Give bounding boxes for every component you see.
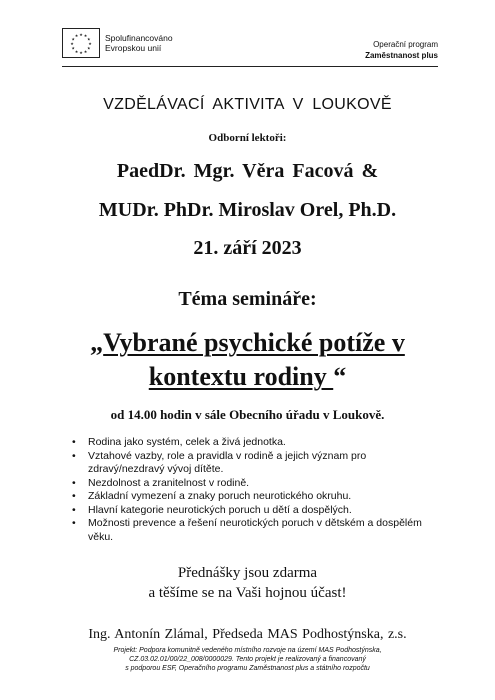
topic-line2-text: kontextu rodiny — [148, 362, 334, 391]
event-date: 21. září 2023 — [193, 237, 302, 259]
eu-caption — [105, 33, 173, 54]
footer-line1: Projekt: Podpora komunitně vedeného místního rozvoje na území MAS Podhostýnska, — [113, 647, 382, 654]
svg-text:★: ★ — [74, 33, 79, 39]
svg-text:★: ★ — [79, 32, 83, 37]
list-item: • Vztahové vazby, role a pravidla v rodině a jejich význam pro zdravý/nezdravý vývoj dítěte. — [72, 449, 367, 475]
svg-text:★: ★ — [79, 50, 83, 55]
eu-caption-line2: Evropskou unií — [105, 43, 162, 53]
eu-flag-icon — [62, 28, 100, 58]
svg-text:★: ★ — [83, 33, 88, 39]
topic-open-quote: „ — [90, 328, 104, 357]
bullet-icon: • — [72, 517, 76, 529]
footer-line3: s podporou ESF, Operačního programu Zaměstnanost plus a státního rozpočtu — [125, 665, 370, 672]
bullet-icon: • — [72, 503, 76, 516]
svg-text:★: ★ — [70, 41, 74, 46]
topic-label: Téma semináře: — [178, 288, 317, 310]
venue-time: od 14.00 hodin v sále Obecního úřadu v Loukově. — [110, 407, 385, 422]
programme-line2: Zaměstnanost plus — [365, 50, 438, 60]
lecturers-label: Odborní lektoři: — [208, 132, 287, 144]
svg-text:★: ★ — [87, 45, 91, 51]
list-item: • Rodina jako systém, celek a živá jednotka. — [72, 436, 286, 448]
lecturer-2: MUDr. PhDr. Miroslav Orel, Ph.D. — [98, 199, 397, 221]
list-item: • Základní vymezení a znaky poruch neurotického okruhu. — [72, 490, 352, 502]
eu-cofinanced-logo — [62, 28, 173, 58]
programme-line1: Operační program — [373, 40, 438, 49]
list-item: • Hlavní kategorie neurotických poruch u dětí a dospělých. — [72, 503, 352, 516]
svg-text:★: ★ — [71, 45, 75, 51]
project-footer — [80, 646, 415, 673]
topic-line1-text: Vybrané psychické potíže v — [103, 328, 405, 357]
lecturer-1: PaedDr. Mgr. Věra Facová & — [116, 160, 379, 182]
svg-text:★: ★ — [88, 41, 92, 46]
svg-text:★: ★ — [71, 36, 75, 42]
svg-text:★: ★ — [87, 36, 91, 42]
list-item: • Možnosti prevence a řešení neurotických poruch v dětském a dospělém věku. — [72, 517, 422, 543]
list-item: • Nezdolnost a zranitelnost v rodině. — [72, 476, 250, 489]
topic-title-line1 — [0, 328, 495, 358]
bullet-icon: • — [72, 449, 76, 462]
header-divider — [62, 66, 438, 67]
operational-programme-label — [365, 40, 438, 61]
bullet-icon: • — [72, 436, 76, 448]
topic-close-quote: “ — [333, 362, 347, 391]
organizer-signature: Ing. Antonín Zlámal, Předseda MAS Podhostýnska, z.s. — [88, 627, 407, 642]
bullet-icon: • — [72, 490, 76, 502]
closing-line-1: Přednášky jsou zdarma — [177, 565, 318, 581]
svg-text:★: ★ — [74, 48, 79, 54]
activity-title: VZDĚLÁVACÍ AKTIVITA V LOUKOVĚ — [103, 96, 392, 113]
svg-text:★: ★ — [83, 48, 88, 54]
closing-line-2: a těšíme se na Vaši hojnou účast! — [148, 585, 347, 601]
topics-list — [70, 436, 430, 544]
eu-caption-line1: Spolufinancováno — [105, 32, 173, 43]
footer-line2: CZ.03.02.01/00/22_008/0000029. Tento projekt je realizovaný a financovaný — [129, 656, 366, 663]
topic-title-line2 — [0, 362, 495, 392]
bullet-icon: • — [72, 476, 76, 489]
